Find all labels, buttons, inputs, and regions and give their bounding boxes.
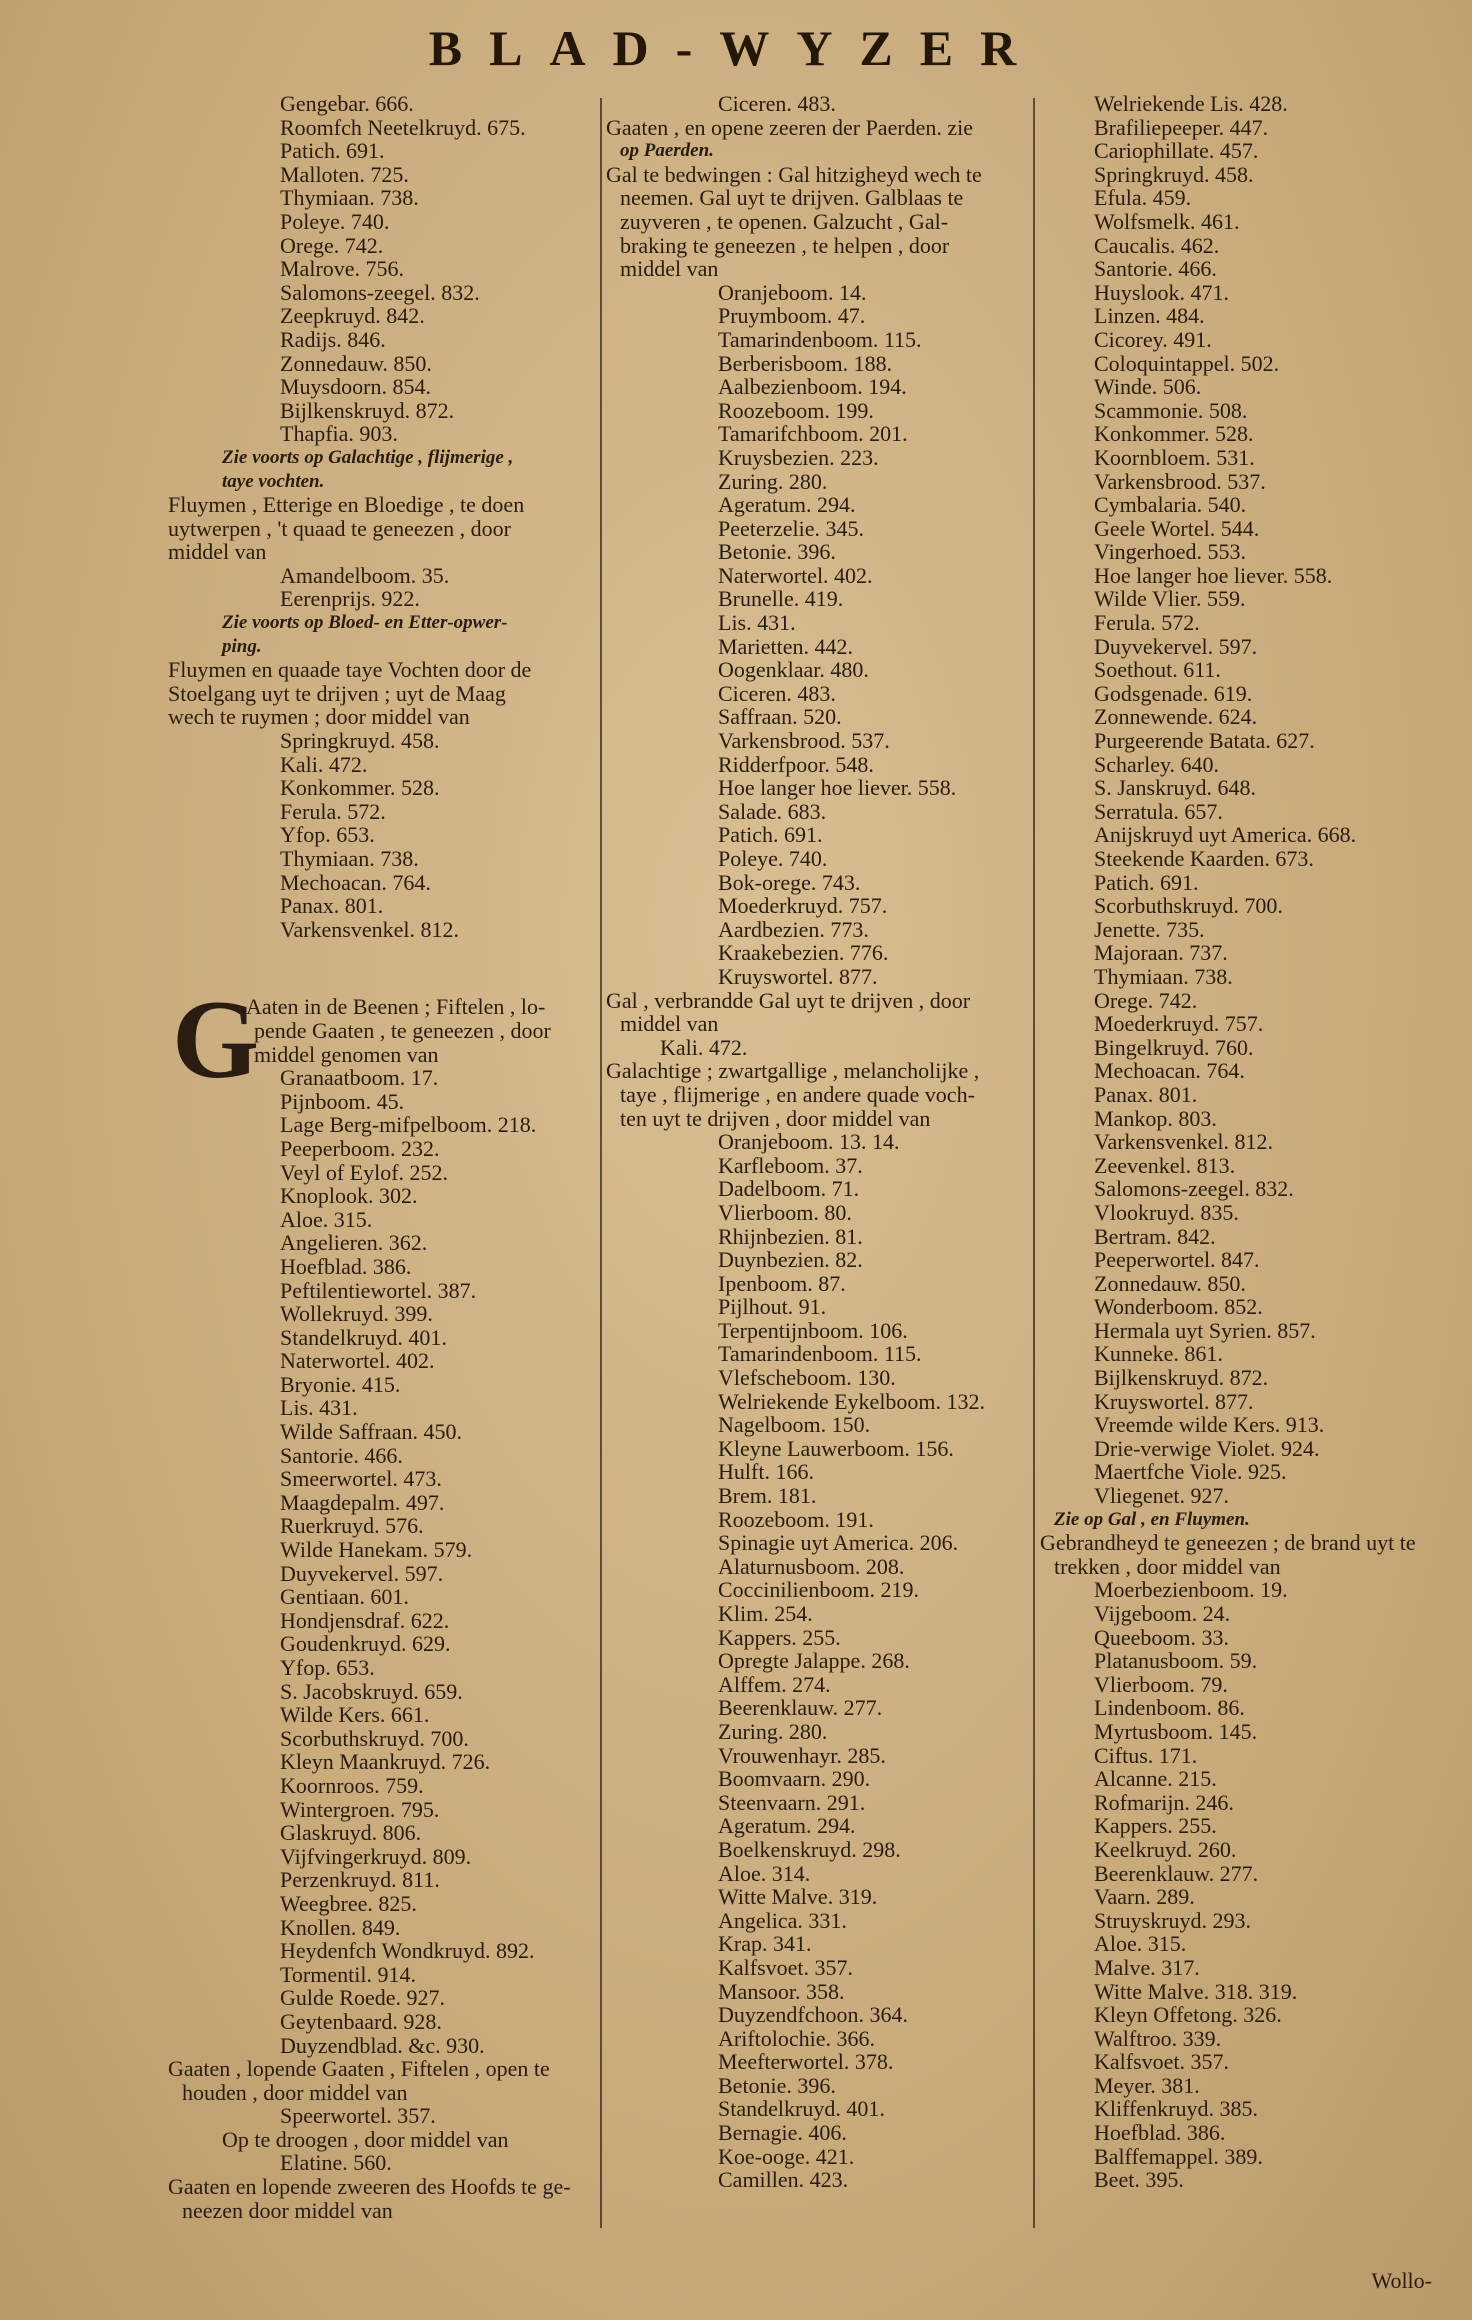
index-entry: Kruysbezien. 223.	[718, 444, 879, 470]
index-entry: Thymiaan. 738.	[1094, 963, 1233, 989]
index-heading: Gal , verbrandde Gal uyt te drijven , door	[606, 987, 971, 1013]
index-entry: Ciceren. 483.	[718, 91, 836, 116]
index-entry: Kunneke. 861.	[1094, 1341, 1223, 1367]
index-entry: Tamarindenboom. 115.	[718, 326, 922, 352]
index-entry: Serratula. 657.	[1094, 798, 1223, 824]
index-entry: Aalbezienboom. 194.	[718, 374, 907, 400]
index-entry: Betonie. 396.	[718, 2072, 836, 2098]
index-heading: Galachtige ; zwartgallige , melancholijke ,	[606, 1058, 980, 1084]
index-entry: Bryonie. 415.	[280, 1371, 401, 1397]
index-entry: Bijlkenskruyd. 872.	[1094, 1365, 1269, 1391]
index-entry: Ageratum. 294.	[718, 1813, 856, 1839]
index-entry: Duynbezien. 82.	[718, 1247, 863, 1273]
index-entry: middel van	[620, 1011, 719, 1037]
index-entry: Beet. 395.	[1094, 2167, 1184, 2193]
index-entry: Wollekruyd. 399.	[280, 1301, 433, 1327]
index-entry: Bijlkenskruyd. 872.	[280, 397, 455, 423]
index-entry: Angelieren. 362.	[280, 1230, 428, 1256]
index-heading: Gaaten , lopende Gaaten , Fiftelen , open te	[168, 2056, 550, 2082]
drop-cap-letter: G	[172, 978, 260, 1103]
index-entry: Patich. 691.	[718, 822, 823, 848]
index-entry: Boomvaarn. 290.	[718, 1766, 871, 1792]
index-entry: Vijfvingerkruyd. 809.	[280, 1843, 472, 1869]
index-entry: Zuring. 280.	[718, 468, 828, 494]
index-entry: Roozeboom. 199.	[718, 397, 874, 423]
index-entry: Vliegenet. 927.	[1094, 1483, 1230, 1509]
index-entry: Thymiaan. 738.	[280, 185, 419, 211]
index-entry: Oogenklaar. 480.	[718, 657, 869, 683]
index-entry: Muysdoorn. 854.	[280, 374, 431, 400]
index-entry: Scharley. 640.	[1094, 751, 1220, 777]
index-entry: Hondjensdraf. 622.	[280, 1607, 450, 1633]
index-heading: Gal te bedwingen : Gal hitzigheyd wech te	[606, 161, 982, 187]
index-entry: Pijnboom. 45.	[280, 1088, 405, 1114]
index-entry: Cicorey. 491.	[1094, 326, 1212, 352]
index-entry: Balffemappel. 389.	[1094, 2143, 1263, 2169]
index-entry: Zeevenkel. 813.	[1094, 1152, 1236, 1178]
index-entry: Salomons-zeegel. 832.	[1094, 1176, 1294, 1202]
index-entry: Wilde Hanekam. 579.	[280, 1537, 473, 1563]
index-entry: Berberisboom. 188.	[718, 350, 893, 376]
index-entry: zuyveren , te openen. Galzucht , Gal-	[620, 208, 949, 234]
index-entry: Zonnedauw. 850.	[280, 350, 432, 376]
index-entry: Zonnewende. 624.	[1094, 704, 1258, 730]
index-entry: Wonderboom. 852.	[1094, 1294, 1263, 1320]
page-title: BLAD-WYZER	[428, 20, 1044, 76]
index-entry: Poleye. 740.	[280, 208, 390, 234]
catchword: Wollo-	[1371, 2268, 1432, 2293]
index-entry: Salade. 683.	[718, 798, 827, 824]
index-entry: Winde. 506.	[1094, 374, 1202, 400]
index-entry: Panax. 801.	[280, 893, 384, 919]
index-entry: Vijgeboom. 24.	[1094, 1601, 1231, 1626]
index-entry: Krap. 341.	[718, 1931, 812, 1957]
index-entry: Alcanne. 215.	[1094, 1766, 1217, 1792]
index-entry: Walftroo. 339.	[1094, 2025, 1222, 2051]
index-entry: Konkommer. 528.	[1094, 421, 1254, 447]
index-entry: Wolfsmelk. 461.	[1094, 208, 1240, 234]
index-entry: Moerbezienboom. 19.	[1094, 1577, 1288, 1603]
column-1-entries-bottom	[168, 1066, 598, 2222]
index-entry: Ruerkruyd. 576.	[280, 1513, 424, 1539]
index-entry: Kleyn Offetong. 326.	[1094, 2002, 1282, 2028]
index-entry: Veyl of Eylof. 252.	[280, 1159, 449, 1185]
index-entry: Kalfsvoet. 357.	[1094, 2049, 1230, 2075]
index-entry: Salomons-zeegel. 832.	[280, 279, 480, 305]
index-entry: Smeerwortel. 473.	[280, 1466, 442, 1492]
index-entry: Maertfche Viole. 925.	[1094, 1459, 1287, 1485]
index-entry: Kali. 472.	[280, 751, 368, 777]
index-entry: Ferula. 572.	[280, 798, 386, 824]
index-entry: Ariftolochie. 366.	[718, 2025, 876, 2051]
index-entry: Kappers. 255.	[1094, 1813, 1217, 1839]
index-entry: Konkommer. 528.	[280, 775, 440, 801]
index-entry: Yfop. 653.	[280, 1655, 375, 1680]
index-entry: Brunelle. 419.	[718, 586, 844, 612]
index-entry: Aloe. 315.	[1094, 1931, 1187, 1957]
index-entry: Poleye. 740.	[718, 846, 828, 871]
index-entry: Amandelboom. 35.	[280, 562, 450, 588]
index-entry: S. Jacobskruyd. 659.	[280, 1678, 463, 1704]
index-entry: Majoraan. 737.	[1094, 940, 1228, 966]
index-entry: Pijlhout. 91.	[718, 1294, 827, 1320]
index-entry: Opregte Jalappe. 268.	[718, 1648, 910, 1674]
index-entry: Purgeerende Batata. 627.	[1094, 728, 1315, 754]
index-entry: Koornbloem. 531.	[1094, 444, 1255, 470]
index-entry: Santorie. 466.	[1094, 256, 1217, 282]
index-entry: Linzen. 484.	[1094, 303, 1205, 329]
index-entry: Vrouwenhayr. 285.	[718, 1742, 886, 1768]
index-entry: S. Janskruyd. 648.	[1094, 775, 1256, 801]
index-entry: Hermala uyt Syrien. 857.	[1094, 1317, 1316, 1343]
index-entry: Meefterwortel. 378.	[718, 2049, 894, 2075]
cross-reference: Zie voorts op Galachtige , flijmerige ,	[222, 446, 514, 468]
index-entry: Mansoor. 358.	[718, 1978, 845, 2004]
index-entry: Geele Wortel. 544.	[1094, 515, 1260, 541]
index-entry: Springkruyd. 458.	[280, 728, 440, 754]
index-entry: Aloe. 314.	[718, 1860, 811, 1886]
index-entry: Perzenkruyd. 811.	[280, 1867, 440, 1893]
index-entry: Keelkruyd. 260.	[1094, 1836, 1237, 1862]
index-entry: Platanusboom. 59.	[1094, 1648, 1258, 1674]
index-entry: Vaarn. 289.	[1094, 1884, 1195, 1910]
index-entry: Naterwortel. 402.	[718, 562, 873, 588]
index-entry: ten uyt te drijven , door middel van	[620, 1105, 931, 1131]
index-entry: Kruyswortel. 877.	[1094, 1388, 1254, 1414]
index-entry: Weegbree. 825.	[280, 1890, 417, 1916]
index-entry: Vlookruyd. 835.	[1094, 1199, 1239, 1225]
index-entry: Bernagie. 406.	[718, 2120, 847, 2146]
index-entry: Kliffenkruyd. 385.	[1094, 2096, 1258, 2122]
index-entry: Goudenkruyd. 629.	[280, 1631, 451, 1657]
index-entry: Wintergroen. 795.	[280, 1796, 440, 1822]
index-entry: Roomfch Neetelkruyd. 675.	[280, 114, 526, 140]
index-entry: Wilde Saffraan. 450.	[280, 1419, 462, 1445]
index-heading: Stoelgang uyt te drijven ; uyt de Maag	[168, 680, 506, 706]
index-entry: Duyvekervel. 597.	[280, 1560, 444, 1586]
index-entry: Anijskruyd uyt America. 668.	[1094, 822, 1357, 848]
column-2-entries	[606, 92, 1034, 2192]
index-entry: Drie-verwige Violet. 924.	[1094, 1435, 1320, 1461]
index-entry: Myrtusboom. 145.	[1094, 1718, 1258, 1744]
index-entry: Dadelboom. 71.	[718, 1176, 860, 1202]
index-entry: Scammonie. 508.	[1094, 397, 1248, 423]
index-entry: Duyvekervel. 597.	[1094, 633, 1258, 659]
cross-reference: Zie voorts op Bloed- en Etter-opwer-	[222, 612, 508, 634]
index-entry: Oranjeboom. 13. 14.	[718, 1129, 900, 1155]
index-entry: neemen. Gal uyt te drijven. Galblaas te	[620, 185, 964, 211]
cross-reference: taye vochten.	[222, 470, 325, 492]
index-entry: Maagdepalm. 497.	[280, 1489, 445, 1515]
index-entry: Witte Malve. 318. 319.	[1094, 1978, 1298, 2004]
index-entry: Zeepkruyd. 842.	[280, 303, 425, 329]
index-entry: Steekende Kaarden. 673.	[1094, 846, 1314, 871]
index-entry: Jenette. 735.	[1094, 916, 1205, 942]
index-entry: Brafiliepeeper. 447.	[1094, 114, 1269, 140]
index-entry: Koe-ooge. 421.	[718, 2143, 855, 2169]
index-heading: Fluymen en quaade taye Vochten door de	[168, 657, 532, 683]
index-entry: Hoefblad. 386.	[280, 1253, 412, 1279]
index-entry: houden , door middel van	[182, 2079, 408, 2105]
index-entry: Varkensvenkel. 812.	[1094, 1129, 1274, 1155]
index-entry: Betonie. 396.	[718, 539, 836, 565]
index-entry: Duyzendblad. &c. 930.	[280, 2032, 485, 2058]
index-entry: Godsgenade. 619.	[1094, 680, 1253, 706]
index-entry: Karfleboom. 37.	[718, 1152, 863, 1178]
index-entry: Standelkruyd. 401.	[718, 2096, 885, 2122]
index-entry: Queeboom. 33.	[1094, 1624, 1230, 1650]
index-entry: Aardbezien. 773.	[718, 916, 869, 942]
index-entry: Welriekende Lis. 428.	[1094, 91, 1288, 116]
index-entry: Bok-orege. 743.	[718, 869, 861, 895]
index-entry: Scorbuthskruyd. 700.	[280, 1725, 469, 1751]
index-entry: Peftilentiewortel. 387.	[280, 1277, 477, 1303]
index-entry: Vlierboom. 79.	[1094, 1671, 1228, 1697]
index-entry: Ageratum. 294.	[718, 492, 856, 518]
index-entry: Vlierboom. 80.	[718, 1199, 852, 1225]
index-entry: Hulft. 166.	[718, 1459, 814, 1485]
index-entry: Standelkruyd. 401.	[280, 1324, 447, 1350]
index-entry: Oranjeboom. 14.	[718, 279, 867, 305]
index-entry: braking te geneezen , te helpen , door	[620, 232, 950, 258]
index-entry: Rofmarijn. 246.	[1094, 1789, 1234, 1815]
index-column-2	[606, 92, 1034, 2192]
index-entry: Naterwortel. 402.	[280, 1348, 435, 1374]
index-entry: Kali. 472.	[660, 1034, 748, 1060]
index-entry: Coccinilienboom. 219.	[718, 1577, 920, 1603]
cross-reference: ping.	[222, 635, 262, 657]
index-heading: uytwerpen , 't quaad te geneezen , door	[168, 515, 511, 541]
index-entry: Wilde Vlier. 559.	[1094, 586, 1246, 612]
index-entry: Ipenboom. 87.	[718, 1270, 846, 1296]
index-entry: Steenvaarn. 291.	[718, 1789, 866, 1815]
index-entry: Glaskruyd. 806.	[280, 1820, 422, 1846]
index-entry: Varkensvenkel. 812.	[280, 916, 460, 942]
index-entry: Beerenklauw. 277.	[1094, 1860, 1259, 1886]
index-entry: Kruyswortel. 877.	[718, 963, 878, 989]
index-entry: Angelica. 331.	[718, 1907, 847, 1933]
index-entry: Gulde Roede. 927.	[280, 1985, 445, 2011]
index-entry: Zuring. 280.	[718, 1718, 828, 1744]
index-entry: Meyer. 381.	[1094, 2072, 1200, 2098]
index-heading: Fluymen , Etterige en Bloedige , te doen	[168, 492, 525, 518]
index-entry: Elatine. 560.	[280, 2150, 392, 2176]
index-entry: Vingerhoed. 553.	[1094, 539, 1247, 565]
index-entry: Speerwortel. 357.	[280, 2103, 436, 2129]
index-entry: Kraakebezien. 776.	[718, 940, 889, 966]
index-entry: Orege. 742.	[1094, 987, 1198, 1013]
index-entry: Mechoacan. 764.	[1094, 1058, 1245, 1084]
index-entry: Gentiaan. 601.	[280, 1584, 409, 1610]
index-entry: Hoefblad. 386.	[1094, 2120, 1226, 2146]
index-entry: Efula. 459.	[1094, 185, 1192, 211]
index-entry: middel van	[620, 256, 719, 282]
index-entry: Soethout. 611.	[1094, 657, 1221, 683]
index-entry: Thymiaan. 738.	[280, 846, 419, 871]
index-entry: Witte Malve. 319.	[718, 1884, 878, 1910]
dropcap-line: middel genomen van	[254, 1041, 439, 1067]
index-entry: Tormentil. 914.	[280, 1961, 416, 1987]
index-entry: Orege. 742.	[280, 232, 384, 258]
dropcap-line: Aaten in de Beenen ; Fiftelen , lo-	[246, 994, 546, 1020]
index-entry: Alaturnusboom. 208.	[718, 1553, 905, 1579]
index-heading: wech te ruymen ; door middel van	[168, 704, 470, 730]
index-entry: Rhijnbezien. 81.	[718, 1223, 863, 1249]
index-entry: Eerenprijs. 922.	[280, 586, 420, 612]
index-entry: Peeterzelie. 345.	[718, 515, 864, 541]
index-entry: Kleyn Maankruyd. 726.	[280, 1749, 491, 1775]
index-entry: Ferula. 572.	[1094, 610, 1200, 636]
index-entry: Terpentijnboom. 106.	[718, 1317, 908, 1343]
index-entry: Patich. 691.	[280, 138, 385, 164]
dropcap-line: pende Gaaten , te geneezen , door	[254, 1017, 551, 1043]
index-entry: Cariophillate. 457.	[1094, 138, 1259, 164]
index-entry: Ciftus. 171.	[1094, 1742, 1198, 1768]
index-entry: Lindenboom. 86.	[1094, 1695, 1245, 1721]
index-entry: Hoe langer hoe liever. 558.	[1094, 562, 1333, 588]
index-entry: Saffraan. 520.	[718, 704, 842, 730]
index-entry: Duyzendfchoon. 364.	[718, 2002, 909, 2028]
index-entry: Caucalis. 462.	[1094, 232, 1220, 258]
index-entry: Bingelkruyd. 760.	[1094, 1034, 1254, 1060]
index-entry: Op te droogen , door middel van	[222, 2126, 509, 2152]
index-entry: Springkruyd. 458.	[1094, 161, 1254, 187]
index-entry: Varkensbrood. 537.	[718, 728, 890, 754]
index-entry: Malloten. 725.	[280, 161, 409, 187]
index-entry: Roozeboom. 191.	[718, 1506, 874, 1532]
index-entry: Brem. 181.	[718, 1483, 817, 1509]
index-entry: Panax. 801.	[1094, 1081, 1198, 1107]
index-entry: Boelkenskruyd. 298.	[718, 1836, 901, 1862]
index-entry: Aloe. 315.	[280, 1206, 373, 1232]
index-entry: Mechoacan. 764.	[280, 869, 431, 895]
index-entry: Kalfsvoet. 357.	[718, 1954, 854, 1980]
index-entry: Varkensbrood. 537.	[1094, 468, 1266, 494]
index-entry: Kleyne Lauwerboom. 156.	[718, 1435, 954, 1461]
index-entry: Malrove. 756.	[280, 256, 405, 282]
index-entry: Koornroos. 759.	[280, 1772, 424, 1798]
index-entry: Kappers. 255.	[718, 1624, 841, 1650]
column-1-entries-top	[168, 92, 598, 941]
index-entry: Marietten. 442.	[718, 633, 854, 659]
index-entry: Moederkruyd. 757.	[718, 893, 888, 919]
index-entry: neezen door middel van	[182, 2197, 393, 2223]
index-entry: Huyslook. 471.	[1094, 279, 1230, 305]
index-entry: Camillen. 423.	[718, 2167, 849, 2193]
index-entry: Yfop. 653.	[280, 822, 375, 848]
index-entry: Lis. 431.	[280, 1395, 358, 1421]
index-entry: Alffem. 274.	[718, 1671, 831, 1697]
index-entry: Heydenfch Wondkruyd. 892.	[280, 1938, 535, 1964]
index-entry: Hoe langer hoe liever. 558.	[718, 775, 957, 801]
index-entry: Tamarindenboom. 115.	[718, 1341, 922, 1367]
index-entry: Peeperwortel. 847.	[1094, 1247, 1260, 1273]
index-heading: Gebrandheyd te geneezen ; de brand uyt te	[1040, 1530, 1416, 1556]
index-column-3	[1040, 92, 1446, 2192]
index-entry: Malve. 317.	[1094, 1954, 1200, 1980]
index-entry: Radijs. 846.	[280, 326, 386, 352]
index-entry: Lage Berg-mifpelboom. 218.	[280, 1112, 537, 1138]
index-entry: Cymbalaria. 540.	[1094, 492, 1247, 518]
index-entry: Zonnedauw. 850.	[1094, 1270, 1246, 1296]
cross-reference: Zie op Gal , en Fluymen.	[1054, 1508, 1250, 1530]
index-entry: Klim. 254.	[718, 1601, 813, 1626]
index-heading: middel van	[168, 539, 267, 565]
index-entry: Scorbuthskruyd. 700.	[1094, 893, 1283, 919]
index-entry: Geytenbaard. 928.	[280, 2008, 442, 2034]
index-entry: Coloquintappel. 502.	[1094, 350, 1280, 376]
index-entry: Spinagie uyt America. 206.	[718, 1530, 959, 1556]
index-entry: Knoplook. 302.	[280, 1183, 418, 1209]
index-entry: Beerenklauw. 277.	[718, 1695, 883, 1721]
index-entry: Granaatboom. 17.	[280, 1065, 439, 1091]
index-entry: taye , flijmerige , en andere quade voch-	[620, 1081, 975, 1107]
cross-reference: op Paerden.	[620, 140, 714, 162]
index-heading: Gaaten , en opene zeeren der Paerden. zie	[606, 114, 974, 140]
index-entry: trekken , door middel van	[1054, 1553, 1281, 1579]
index-entry: Bertram. 842.	[1094, 1223, 1216, 1249]
index-entry: Moederkruyd. 757.	[1094, 1011, 1264, 1037]
index-entry: Pruymboom. 47.	[718, 303, 866, 329]
index-entry: Thapfia. 903.	[280, 421, 398, 447]
index-heading: Gaaten en lopende zweeren des Hoofds te ge-	[168, 2174, 571, 2200]
index-column-1	[168, 92, 598, 2222]
index-entry: Wilde Kers. 661.	[280, 1702, 430, 1728]
index-entry: Struyskruyd. 293.	[1094, 1907, 1252, 1933]
index-entry: Gengebar. 666.	[280, 91, 414, 116]
index-entry: Mankop. 803.	[1094, 1105, 1217, 1131]
index-entry: Vreemde wilde Kers. 913.	[1094, 1412, 1325, 1438]
index-entry: Nagelboom. 150.	[718, 1412, 871, 1438]
index-entry: Lis. 431.	[718, 610, 796, 636]
column-3-entries	[1040, 92, 1446, 2192]
index-entry: Ciceren. 483.	[718, 680, 836, 706]
index-entry: Peeperboom. 232.	[280, 1135, 440, 1161]
index-entry: Tamarifchboom. 201.	[718, 421, 908, 447]
index-entry: Welriekende Eykelboom. 132.	[718, 1388, 986, 1414]
index-entry: Ridderfpoor. 548.	[718, 751, 874, 777]
index-entry: Knollen. 849.	[280, 1914, 401, 1940]
index-entry: Vlefscheboom. 130.	[718, 1365, 896, 1391]
column-rule-left	[600, 98, 602, 2228]
index-entry: Patich. 691.	[1094, 869, 1199, 895]
index-entry: Santorie. 466.	[280, 1442, 403, 1468]
